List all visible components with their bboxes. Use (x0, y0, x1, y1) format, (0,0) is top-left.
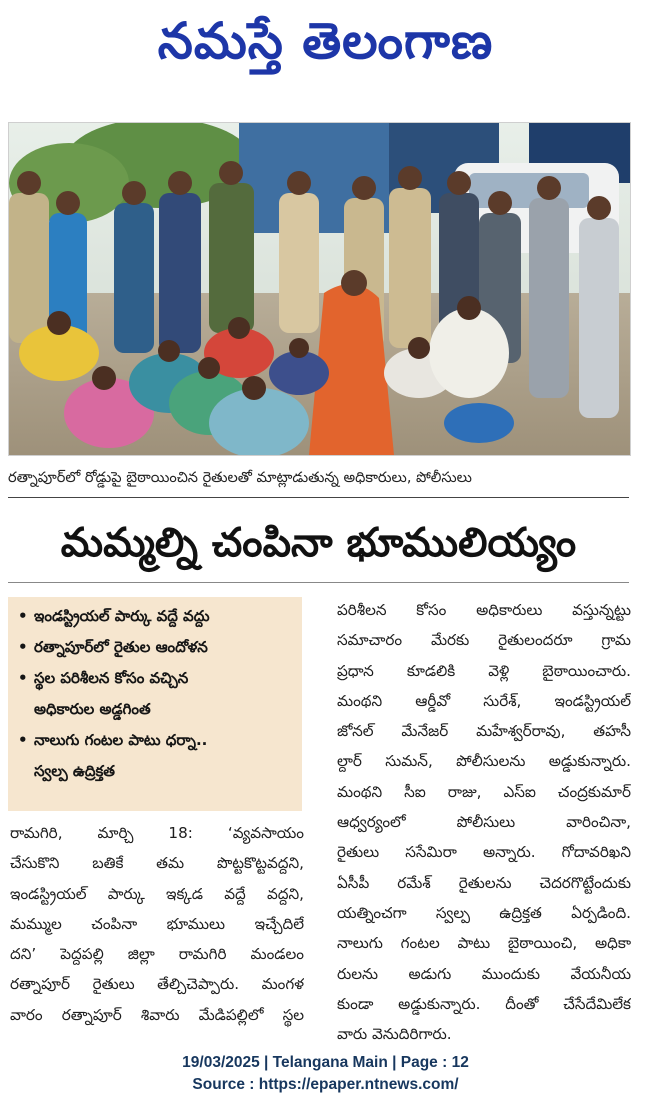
body-line: ఏసీపీ రమేశ్ రైతులను చెదరగొట్టేందుకు (337, 873, 631, 892)
body-line: రులను అడుగు ముందుకు వేయనీయ (337, 964, 631, 983)
photo-caption: రత్నాపూర్‌లో రోడ్డుపై బైఠాయించిన రైతులతో మాట్లాడుతున్న అధికారులు, పోలీసులు (8, 470, 472, 486)
body-line: పరిశీలన కోసం అధికారులు వస్తున్నట్టు (337, 601, 631, 619)
body-line: రత్నాపూర్ రైతులు తేల్చిచెప్పారు. మంగళ (10, 975, 304, 994)
bullet-icon: • (18, 669, 28, 687)
body-line: మంథని ఆర్డీవో సురేశ్, ఇండస్ట్రియల్ (337, 691, 631, 710)
headline-divider (8, 582, 629, 583)
body-line: రామగిరి, మార్చి 18: ‘వ్యవసాయం (10, 824, 304, 842)
body-line: ల్దార్ సుమన్, పోలీసులను అడ్డుకున్నారు. (337, 752, 631, 771)
highlight-item (18, 601, 294, 632)
body-line: యత్నించగా స్వల్ప ఉద్రిక్తత ఏర్పడింది. (337, 903, 631, 922)
body-line: మంథని సీఐ రాజు, ఎస్ఐ చంద్రకుమార్ (337, 782, 631, 801)
protest-photo-illustration (9, 123, 630, 455)
highlight-line: అధికారుల అడ్డగింత (34, 700, 151, 718)
highlight-item (18, 663, 294, 725)
page-footer (0, 1052, 651, 1096)
news-photo (8, 122, 631, 456)
body-line: కుండా అడ్డుకున్నారు. దీంతో చేసేదేమిలేక (337, 994, 631, 1013)
body-line: ప్రధాన కూడలికి వెళ్లి బైఠాయించారు. (337, 661, 631, 680)
article-body-left-column (10, 818, 304, 1030)
highlight-line: స్వల్ప ఉద్రిక్తత (34, 762, 115, 780)
body-line: నాలుగు గంటల పాటు బైఠాయించి, అధికా (337, 934, 631, 953)
body-line: దని’ పెద్దపల్లి జిల్లా రామగిరి మండలం (10, 945, 304, 964)
highlight-line: రత్నాపూర్‌లో రైతుల ఆందోళన (34, 638, 208, 656)
article-body-right-column (337, 595, 631, 1049)
body-line: జోనల్ మేనేజర్ మహేశ్వర్‌రావు, తహసీ (337, 722, 631, 741)
edition-line: 19/03/2025 | Telangana Main | Page : 12 (182, 1054, 469, 1071)
body-line: మమ్ముల చంపినా భూములు ఇచ్చేదిలే (10, 914, 304, 933)
body-line: ఆధ్వర్యంలో పోలీసులు వారించినా, (337, 813, 631, 832)
bullet-icon: • (18, 638, 28, 656)
source-link[interactable]: Source : https://epaper.ntnews.com/ (192, 1076, 459, 1093)
masthead-title: నమస్తే తెలంగాణ (157, 12, 494, 70)
highlight-line: ఇండస్ట్రియల్ పార్కు వద్దే వద్దు (34, 607, 210, 625)
body-line: ఇండస్ట్రియల్ పార్కు ఇక్కడ వద్దే వద్దని, (10, 884, 304, 903)
highlights-box (8, 597, 302, 811)
body-line: వారం రత్నాపూర్ శివారు మేడిపల్లిలో స్థల (10, 1005, 304, 1024)
body-line: సమాచారం మేరకు రైతులందరూ గ్రామ (337, 631, 631, 650)
highlight-line: స్థల పరిశీలన కోసం వచ్చిన (34, 669, 189, 687)
highlight-item (18, 632, 294, 663)
article-headline: మమ్మల్ని చంపినా భూములియ్యం (60, 520, 577, 566)
bullet-icon: • (18, 607, 28, 625)
caption-divider (8, 497, 629, 498)
body-line: చేసుకొని బతికే తమ పొట్టకొట్టవద్దని, (10, 854, 304, 873)
highlight-line: నాలుగు గంటల పాటు ధర్నా.. (34, 731, 208, 749)
highlight-item (18, 725, 294, 787)
body-line: వారు వెనుదిరిగారు. (337, 1025, 452, 1044)
body-line: రైతులు ససేమిరా అన్నారు. గోదావరిఖని (337, 843, 631, 862)
bullet-icon: • (18, 731, 28, 749)
